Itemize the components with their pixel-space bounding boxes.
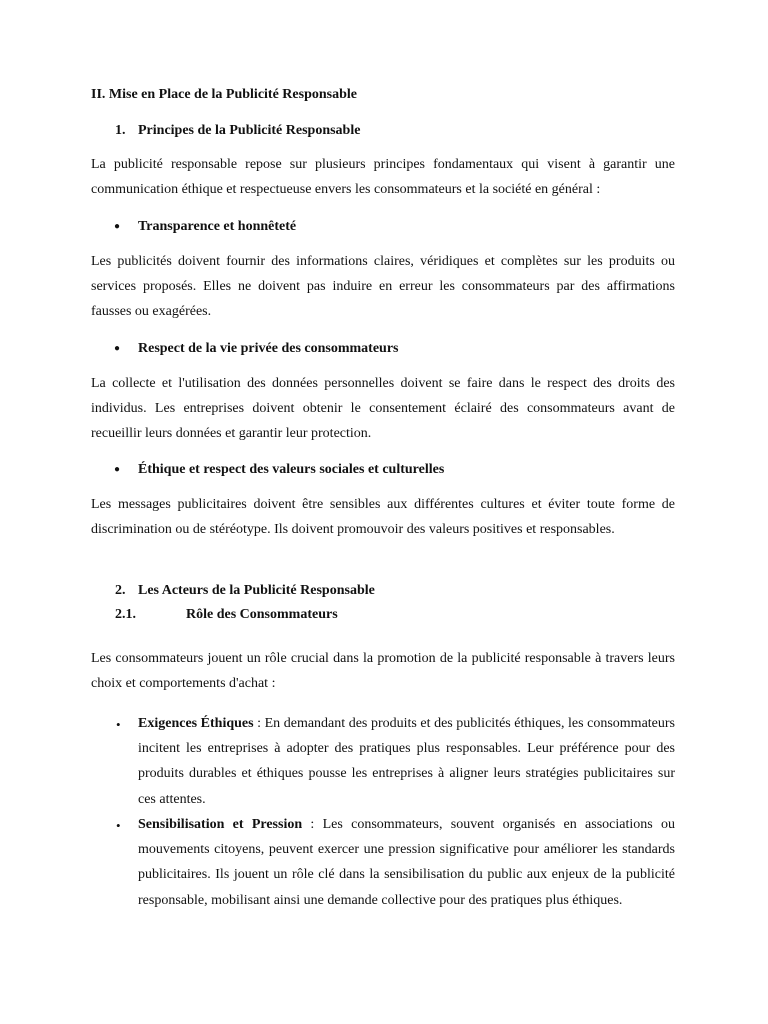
section-title: II. Mise en Place de la Publicité Responsable	[91, 87, 357, 102]
bullet-icon: ●	[114, 343, 121, 354]
sub21-intro: Les consommateurs jouent un rôle crucial dans la promotion de la publicité responsable à travers leurs choix et comportements d'achat :	[91, 651, 675, 691]
sub1-title: Principes de la Publicité Responsable	[138, 123, 361, 138]
bullet-icon: ●	[114, 221, 121, 232]
principle-text-transparency: Les publicités doivent fournir des informations claires, véridiques et complètes sur les produits ou services proposés. Elles ne doivent pas induire en erreur les consommateurs par des affirmations fausses ou exagérées.	[91, 254, 675, 319]
principle-title-transparency: Transparence et honnêteté	[138, 219, 297, 234]
sub2-title: Les Acteurs de la Publicité Responsable	[138, 583, 375, 598]
bullet-icon: ●	[114, 464, 121, 475]
role-term: Sensibilisation et Pression	[138, 817, 303, 832]
role-term: Exigences Éthiques	[138, 716, 254, 731]
role-text: : Les consommateurs, souvent organisés en associations ou mouvements citoyens, peuvent exercer une pression significative pour améliorer les standards publicitaires. Ils jouent un rôle clé dans la sensibilisation du public aux enjeux de la publicité responsable, mobilisant ainsi une demande collective pour des pratiques plus éthiques.	[138, 817, 675, 908]
principle-title-privacy: Respect de la vie privée des consommateurs	[138, 341, 399, 356]
bullet-icon: •	[116, 717, 121, 732]
principle-title-ethics: Éthique et respect des valeurs sociales et culturelles	[138, 462, 445, 477]
role-text: : En demandant des produits et des publicités éthiques, les consommateurs incitent les entreprises à adopter des pratiques plus responsables. Leur préférence pour des produits durables et éthiques pousse les entreprises à aligner leurs stratégies publicitaires sur ces attentes.	[138, 716, 676, 807]
bullet-icon: •	[116, 818, 121, 833]
sub1-number: 1.	[115, 123, 126, 138]
sub2-number: 2.	[115, 583, 126, 598]
sub21-number: 2.1.	[115, 607, 136, 622]
role-item-awareness-pressure	[138, 812, 675, 913]
principle-text-privacy: La collecte et l'utilisation des données personnelles doivent se faire dans le respect des droits des individus. Les entreprises doivent obtenir le consentement éclairé des consommateurs avant de recueillir leurs données et garantir leur protection.	[91, 376, 675, 441]
sub21-title: Rôle des Consommateurs	[186, 607, 338, 622]
sub1-intro: La publicité responsable repose sur plusieurs principes fondamentaux qui visent à garantir une communication éthique et respectueuse envers les consommateurs et la société en général :	[91, 157, 675, 197]
principle-text-ethics: Les messages publicitaires doivent être sensibles aux différentes cultures et éviter toute forme de discrimination ou de stéréotype. Ils doivent promouvoir des valeurs positives et responsables.	[91, 497, 675, 537]
role-item-ethical-demands	[138, 711, 675, 812]
